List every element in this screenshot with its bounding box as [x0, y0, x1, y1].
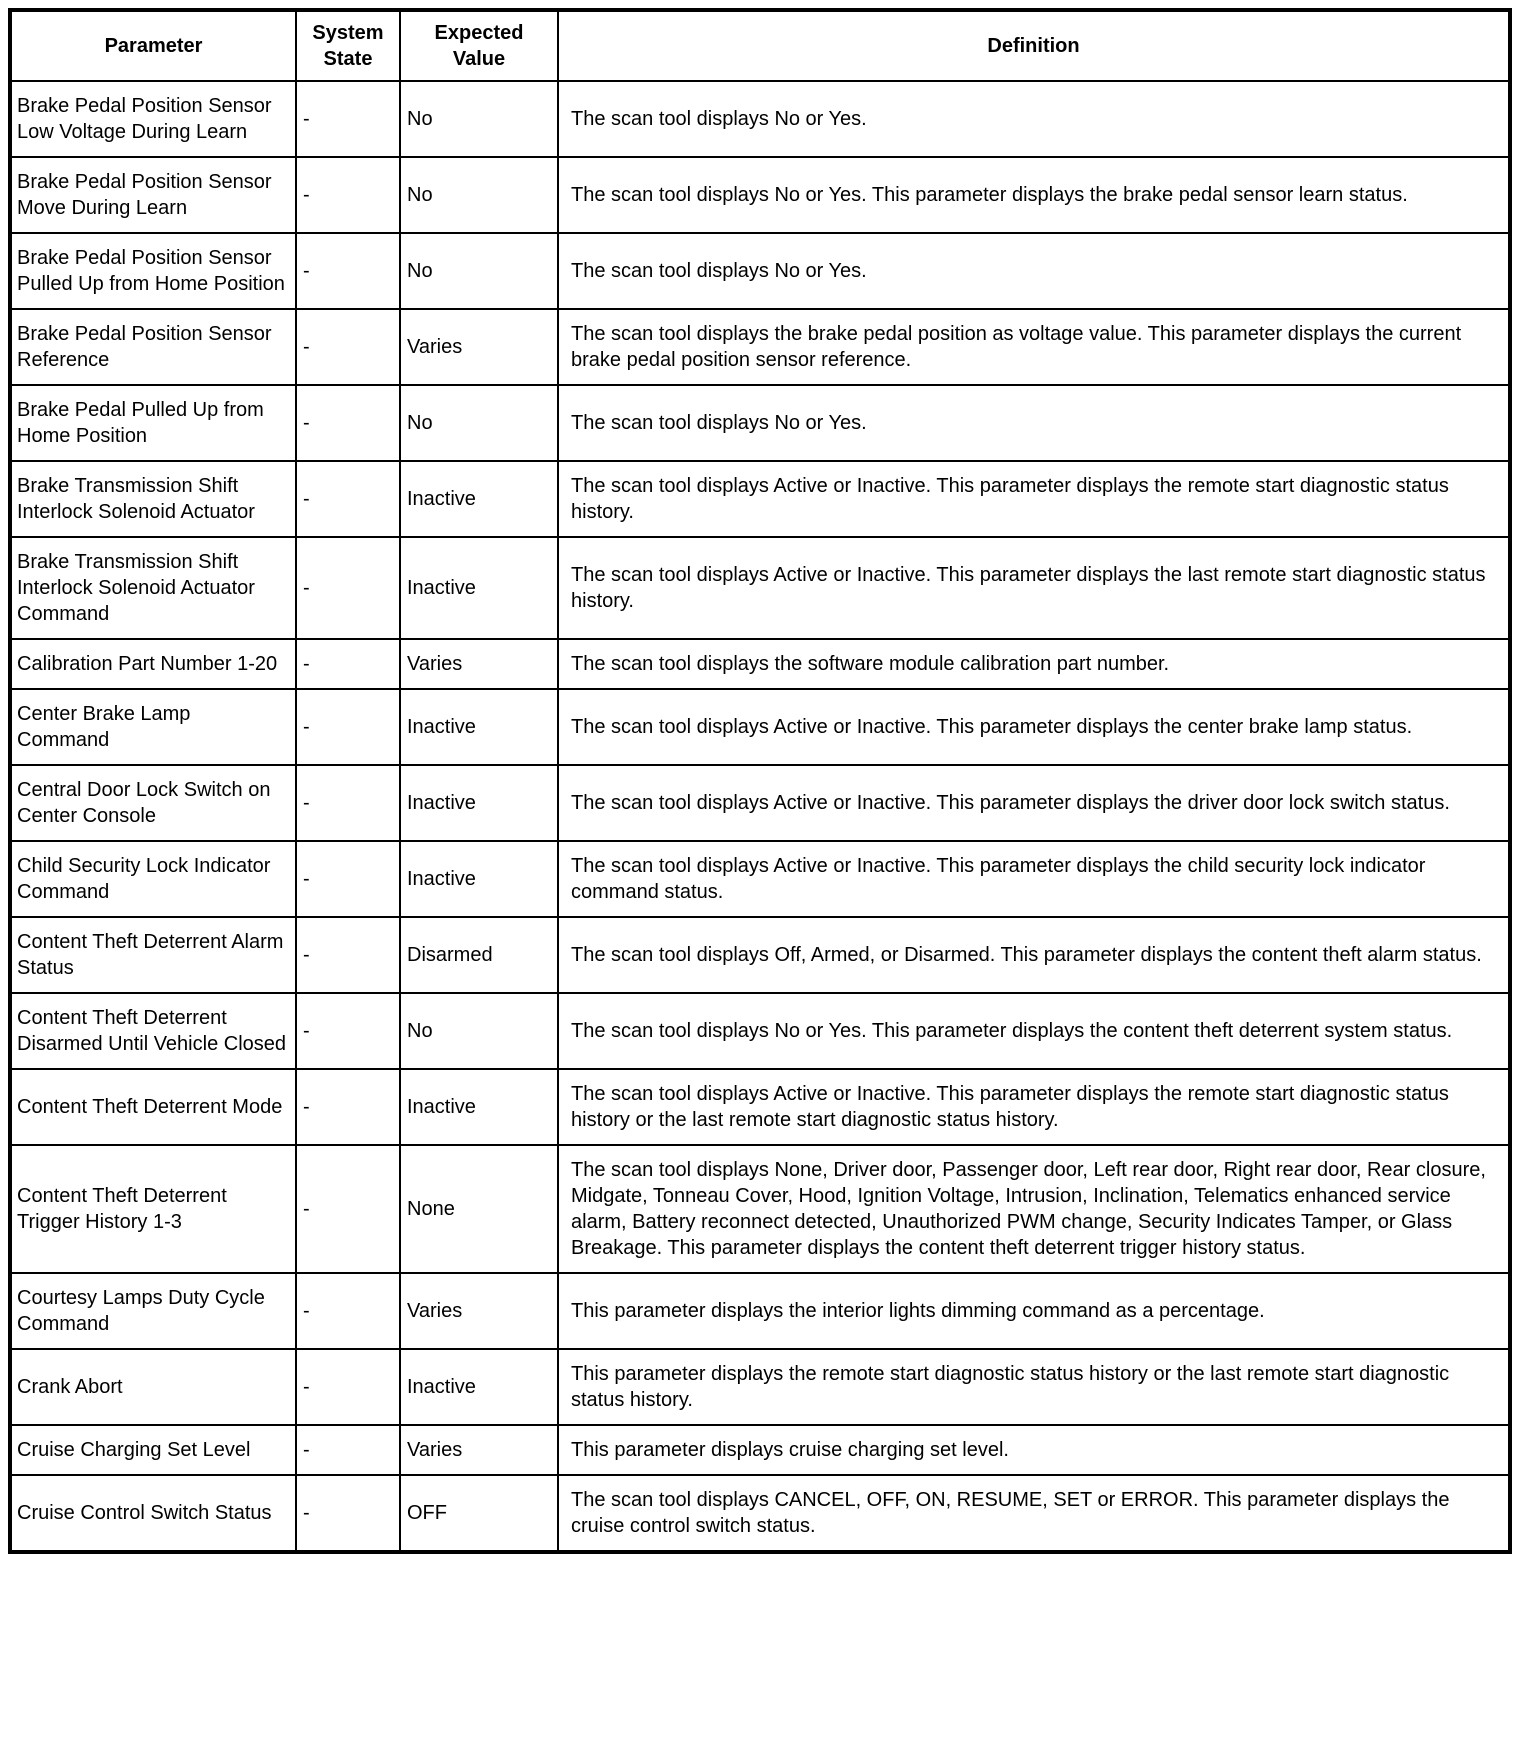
expected-value-cell: Inactive: [400, 1069, 558, 1145]
expected-value-cell: No: [400, 385, 558, 461]
table-row: [10, 1425, 1510, 1475]
expected-value-cell: Inactive: [400, 1349, 558, 1425]
parameter-cell: Cruise Control Switch Status: [10, 1475, 296, 1552]
header-parameter: Parameter: [10, 10, 296, 81]
expected-value-cell: None: [400, 1145, 558, 1273]
system-state-cell: -: [296, 233, 400, 309]
parameter-cell: Central Door Lock Switch on Center Console: [10, 765, 296, 841]
definition-cell: The scan tool displays None, Driver door, Passenger door, Left rear door, Right rear door, Rear closure, Midgate, Tonneau Cover, Hood, Ignition Voltage, Intrusion, Inclination, Telematics enhanced service alarm, Battery reconnect detected, Unauthorized PWM change, Security Indicates Tamper, or Glass Breakage. This parameter displays the content theft deterrent trigger history status.: [558, 1145, 1510, 1273]
definition-cell: This parameter displays cruise charging set level.: [558, 1425, 1510, 1475]
expected-value-cell: Inactive: [400, 765, 558, 841]
definition-cell: The scan tool displays No or Yes. This parameter displays the brake pedal sensor learn status.: [558, 157, 1510, 233]
table-row: [10, 1475, 1510, 1552]
header-system-state: System State: [296, 10, 400, 81]
table-row: [10, 1145, 1510, 1273]
table-row: [10, 993, 1510, 1069]
parameter-cell: Cruise Charging Set Level: [10, 1425, 296, 1475]
expected-value-cell: Disarmed: [400, 917, 558, 993]
table-row: [10, 81, 1510, 157]
system-state-cell: -: [296, 81, 400, 157]
definition-cell: The scan tool displays Active or Inactive. This parameter displays the driver door lock switch status.: [558, 765, 1510, 841]
header-expected-value: Expected Value: [400, 10, 558, 81]
parameter-cell: Calibration Part Number 1-20: [10, 639, 296, 689]
parameter-cell: Brake Pedal Position Sensor Pulled Up from Home Position: [10, 233, 296, 309]
system-state-cell: -: [296, 157, 400, 233]
table-row: [10, 917, 1510, 993]
system-state-cell: -: [296, 689, 400, 765]
table-row: [10, 537, 1510, 639]
system-state-cell: -: [296, 309, 400, 385]
table-row: [10, 233, 1510, 309]
header-definition: Definition: [558, 10, 1510, 81]
parameter-cell: Content Theft Deterrent Disarmed Until Vehicle Closed: [10, 993, 296, 1069]
table-row: [10, 157, 1510, 233]
system-state-cell: -: [296, 1145, 400, 1273]
expected-value-cell: No: [400, 993, 558, 1069]
expected-value-cell: OFF: [400, 1475, 558, 1552]
header-row: [10, 10, 1510, 81]
table-row: [10, 1349, 1510, 1425]
system-state-cell: -: [296, 537, 400, 639]
system-state-cell: -: [296, 765, 400, 841]
table-row: [10, 385, 1510, 461]
table-row: [10, 1273, 1510, 1349]
parameter-cell: Child Security Lock Indicator Command: [10, 841, 296, 917]
system-state-cell: -: [296, 461, 400, 537]
system-state-cell: -: [296, 1475, 400, 1552]
table-row: [10, 1069, 1510, 1145]
definition-cell: The scan tool displays No or Yes.: [558, 81, 1510, 157]
definition-cell: The scan tool displays CANCEL, OFF, ON, RESUME, SET or ERROR. This parameter displays the cruise control switch status.: [558, 1475, 1510, 1552]
system-state-cell: -: [296, 1273, 400, 1349]
table-row: [10, 689, 1510, 765]
expected-value-cell: Varies: [400, 309, 558, 385]
table-row: [10, 639, 1510, 689]
expected-value-cell: Varies: [400, 1425, 558, 1475]
expected-value-cell: Inactive: [400, 841, 558, 917]
table-row: [10, 765, 1510, 841]
table-row: [10, 309, 1510, 385]
definition-cell: This parameter displays the remote start diagnostic status history or the last remote start diagnostic status history.: [558, 1349, 1510, 1425]
table-row: [10, 461, 1510, 537]
expected-value-cell: Inactive: [400, 689, 558, 765]
parameter-cell: Courtesy Lamps Duty Cycle Command: [10, 1273, 296, 1349]
definition-cell: This parameter displays the interior lights dimming command as a percentage.: [558, 1273, 1510, 1349]
definition-cell: The scan tool displays the software module calibration part number.: [558, 639, 1510, 689]
definition-cell: The scan tool displays No or Yes.: [558, 385, 1510, 461]
definition-cell: The scan tool displays the brake pedal position as voltage value. This parameter displays the current brake pedal position sensor reference.: [558, 309, 1510, 385]
definition-cell: The scan tool displays Active or Inactive. This parameter displays the center brake lamp status.: [558, 689, 1510, 765]
parameter-cell: Brake Pedal Position Sensor Move During Learn: [10, 157, 296, 233]
parameter-cell: Brake Transmission Shift Interlock Solenoid Actuator: [10, 461, 296, 537]
expected-value-cell: Varies: [400, 1273, 558, 1349]
system-state-cell: -: [296, 841, 400, 917]
expected-value-cell: No: [400, 233, 558, 309]
parameter-cell: Brake Transmission Shift Interlock Solenoid Actuator Command: [10, 537, 296, 639]
expected-value-cell: No: [400, 81, 558, 157]
system-state-cell: -: [296, 639, 400, 689]
system-state-cell: -: [296, 917, 400, 993]
parameter-cell: Crank Abort: [10, 1349, 296, 1425]
system-state-cell: -: [296, 1349, 400, 1425]
system-state-cell: -: [296, 1425, 400, 1475]
parameter-cell: Brake Pedal Position Sensor Reference: [10, 309, 296, 385]
definition-cell: The scan tool displays Active or Inactive. This parameter displays the remote start diagnostic status history.: [558, 461, 1510, 537]
expected-value-cell: Inactive: [400, 461, 558, 537]
definition-cell: The scan tool displays Active or Inactive. This parameter displays the remote start diagnostic status history or the last remote start diagnostic status history.: [558, 1069, 1510, 1145]
definition-cell: The scan tool displays Active or Inactive. This parameter displays the last remote start diagnostic status history.: [558, 537, 1510, 639]
parameter-cell: Content Theft Deterrent Mode: [10, 1069, 296, 1145]
definition-cell: The scan tool displays No or Yes. This parameter displays the content theft deterrent system status.: [558, 993, 1510, 1069]
system-state-cell: -: [296, 1069, 400, 1145]
expected-value-cell: Inactive: [400, 537, 558, 639]
table-row: [10, 841, 1510, 917]
expected-value-cell: Varies: [400, 639, 558, 689]
parameter-cell: Center Brake Lamp Command: [10, 689, 296, 765]
expected-value-cell: No: [400, 157, 558, 233]
system-state-cell: -: [296, 385, 400, 461]
system-state-cell: -: [296, 993, 400, 1069]
parameter-table: [8, 8, 1512, 1554]
parameter-cell: Brake Pedal Position Sensor Low Voltage During Learn: [10, 81, 296, 157]
parameter-cell: Brake Pedal Pulled Up from Home Position: [10, 385, 296, 461]
parameter-cell: Content Theft Deterrent Trigger History 1-3: [10, 1145, 296, 1273]
definition-cell: The scan tool displays Active or Inactive. This parameter displays the child security lock indicator command status.: [558, 841, 1510, 917]
definition-cell: The scan tool displays No or Yes.: [558, 233, 1510, 309]
definition-cell: The scan tool displays Off, Armed, or Disarmed. This parameter displays the content theft alarm status.: [558, 917, 1510, 993]
parameter-cell: Content Theft Deterrent Alarm Status: [10, 917, 296, 993]
